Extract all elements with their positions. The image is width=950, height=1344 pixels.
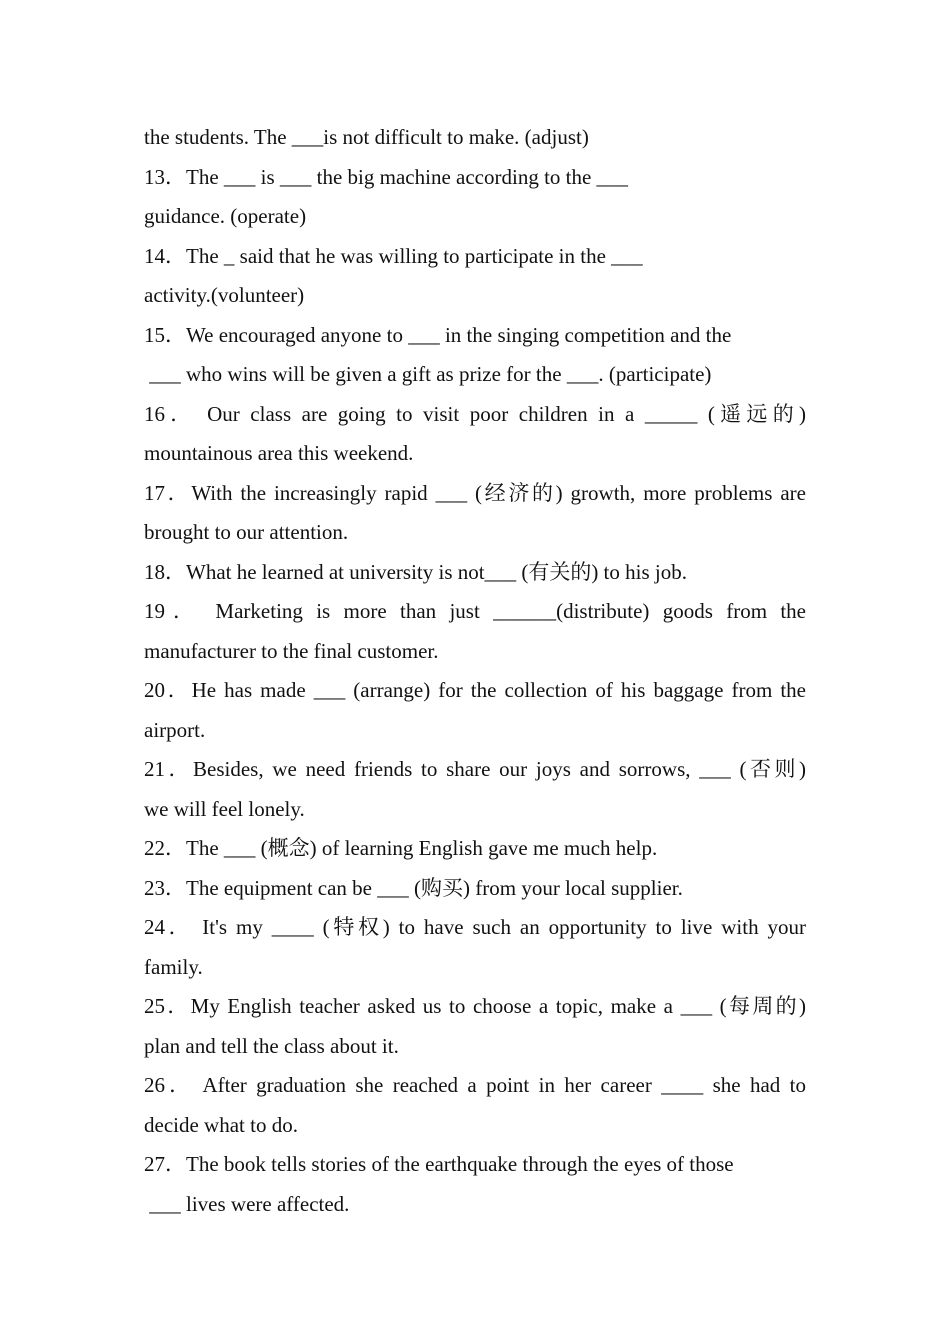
question-27: 27．The book tells stories of the earthquake through the eyes of those [144,1152,734,1176]
question-20-cont: airport. [144,717,206,742]
question-18: 18．What he learned at university is not___ (有关的) to his job. [144,559,687,584]
question-13: 13．The ___ is ___ the big machine according to the ___ [144,164,629,189]
question-15-cont: ___ who wins will be given a gift as prize for the ___. (participate) [144,362,712,386]
question-24: 24． It's my ____ (特权) to have such an opportunity to live with your [144,915,806,939]
question-25: 25．My English teacher asked us to choose a topic, make a ___ (每周的) [144,994,806,1018]
question-15: 15．We encouraged anyone to ___ in the singing competition and the [144,322,732,347]
line-12-cont: the students. The ___is not difficult to make. (adjust) [144,125,589,149]
question-17-cont: brought to our attention. [144,520,349,544]
question-26-cont: decide what to do. [144,1112,298,1137]
question-23: 23．The equipment can be ___ (购买) from your local supplier. [144,875,683,900]
question-22: 22．The ___ (概念) of learning English gave me much help. [144,836,658,860]
question-14-cont: activity.(volunteer) [144,283,305,307]
question-25-cont: plan and tell the class about it. [144,1033,399,1058]
question-27-cont: ___ lives were affected. [144,1191,350,1216]
question-19: 19． Marketing is more than just ______(distribute) goods from the [144,599,806,623]
exercise-text [144,118,806,1224]
question-16: 16． Our class are going to visit poor children in a _____ (遥远的) [144,401,806,426]
question-24-cont: family. [144,954,203,979]
question-21-cont: we will feel lonely. [144,796,305,821]
question-20: 20．He has made ___ (arrange) for the collection of his baggage from the [144,678,806,702]
question-26: 26． After graduation she reached a point in her career ____ she had to [144,1073,806,1097]
question-16-cont: mountainous area this weekend. [144,441,414,465]
question-19-cont: manufacturer to the final customer. [144,638,439,663]
question-13-cont: guidance. (operate) [144,204,307,228]
question-17: 17．With the increasingly rapid ___ (经济的) growth, more problems are [144,480,806,505]
question-21: 21．Besides, we need friends to share our joys and sorrows, ___ (否则) [144,757,806,781]
question-14: 14．The _ said that he was willing to participate in the ___ [144,243,643,268]
